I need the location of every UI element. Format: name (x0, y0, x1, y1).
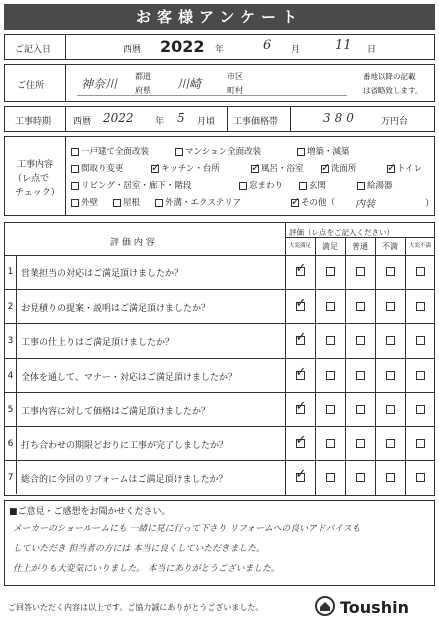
price-label: 工事価格帯 (233, 117, 279, 127)
eval-row (5, 323, 434, 357)
work-option-label: 窓まわり (249, 181, 284, 191)
work-option[interactable] (71, 145, 149, 157)
form-title: お客様アンケート (4, 4, 435, 30)
date-row (4, 34, 435, 60)
date-year-unit: 年 (215, 45, 225, 55)
rating-checkbox[interactable] (416, 336, 425, 345)
work-option-label: 屋根 (123, 198, 141, 208)
work-label-2: （レ点で (13, 174, 50, 184)
opinion-line-3: 仕上がりも大変気にいりました。 本当にありがとうございました。 (13, 564, 280, 574)
work-option-label: 外壁 (81, 198, 99, 208)
opinion-box (4, 500, 435, 586)
brand-logo-icon (315, 596, 335, 616)
rating-checkbox[interactable] (296, 336, 305, 345)
rating-checkbox[interactable] (356, 371, 365, 380)
work-option[interactable] (71, 162, 124, 174)
address-pref-a: 都道 (135, 72, 151, 81)
opinion-line-2: していただき 担当者の方には 本当に良くしていただきました。 (13, 544, 265, 554)
checkbox-icon[interactable] (113, 199, 121, 207)
work-option[interactable] (357, 179, 393, 191)
period-month-unit: 月頃 (197, 117, 216, 127)
opinion-label: ■ご意見・ご感想をお聞かせください。 (9, 507, 171, 517)
checkbox-icon[interactable] (71, 165, 79, 173)
date-label: ご記入日 (15, 45, 52, 55)
work-option-label: キッチン・台所 (161, 164, 220, 174)
question-number: 1 (5, 255, 17, 289)
period-year: 2022 (103, 111, 134, 125)
checkbox-icon[interactable] (297, 148, 305, 156)
work-option-label: 増築・減築 (307, 147, 350, 157)
eval-row (5, 358, 434, 392)
work-option[interactable] (299, 179, 326, 191)
eval-header-left: 評 価 内 容 (110, 238, 155, 248)
rating-checkbox[interactable] (326, 439, 335, 448)
rating-checkbox[interactable] (386, 473, 395, 482)
rating-checkbox[interactable] (386, 371, 395, 380)
rating-checkbox[interactable] (416, 371, 425, 380)
address-note-1: 番地以降の記載 (363, 72, 416, 81)
checkbox-icon[interactable] (387, 165, 395, 173)
work-other-close: ） (425, 199, 435, 209)
question-number: 4 (5, 359, 17, 392)
date-month-unit: 月 (291, 45, 301, 55)
work-option-label: 間取り変更 (81, 164, 124, 174)
work-option[interactable] (151, 162, 220, 174)
brand-name: Toushin (340, 598, 409, 617)
rating-checkbox[interactable] (326, 302, 335, 311)
opinion-line-1: メーカーのショールームにも 一緒に見に行って下さり リフォームへの良いアドバイスも (13, 524, 361, 534)
date-year: 2022 (160, 37, 205, 56)
work-option-label: リビング・居室・廊下・階段 (81, 181, 192, 191)
rating-checkbox[interactable] (356, 473, 365, 482)
address-label: ご住所 (17, 81, 45, 91)
date-era: 西暦 (123, 45, 142, 55)
eval-column-header: 大変満足 (288, 243, 311, 249)
checkbox-icon[interactable] (321, 165, 329, 173)
work-option[interactable] (291, 196, 335, 208)
rating-checkbox[interactable] (296, 473, 305, 482)
eval-header-right: 評価（レ点をご記入ください） (289, 228, 394, 237)
checkbox-icon[interactable] (251, 165, 259, 173)
checkbox-icon[interactable] (151, 165, 159, 173)
price-unit: 万円台 (381, 117, 409, 127)
rating-checkbox[interactable] (326, 473, 335, 482)
work-option[interactable] (113, 196, 140, 208)
rating-checkbox[interactable] (296, 267, 305, 276)
eval-table (4, 222, 435, 496)
eval-row (5, 426, 434, 460)
address-row (4, 64, 435, 102)
address-pref: 神奈川 (81, 77, 118, 91)
question-number: 5 (5, 393, 17, 426)
price-value: 380 (323, 111, 358, 125)
checkbox-icon[interactable] (71, 199, 79, 207)
work-option[interactable] (321, 162, 357, 174)
work-option[interactable] (71, 196, 98, 208)
question-text: 工事内容に対して価格はご満足頂けましたか？ (21, 406, 211, 417)
address-ku: 市区 (227, 72, 243, 81)
rating-checkbox[interactable] (416, 302, 425, 311)
eval-column-header: 普通 (352, 242, 368, 251)
rating-checkbox[interactable] (356, 405, 365, 414)
question-text: 営業担当の対応はご満足頂けましたか？ (21, 269, 184, 280)
address-note-2: は省略致します。 (363, 86, 423, 95)
question-text: お見積りの提案・説明はご満足頂けましたか？ (21, 304, 211, 315)
rating-checkbox[interactable] (386, 336, 395, 345)
address-city: 川崎 (177, 77, 202, 91)
checkbox-icon[interactable] (155, 199, 163, 207)
date-day: 11 (335, 38, 352, 53)
rating-checkbox[interactable] (326, 405, 335, 414)
work-option-label: 洗面所 (331, 164, 357, 174)
work-option[interactable] (387, 162, 422, 174)
work-option-label: 外溝・エクステリア (165, 198, 242, 208)
rating-checkbox[interactable] (296, 405, 305, 414)
rating-checkbox[interactable] (416, 473, 425, 482)
eval-column-header: 大変不満 (408, 243, 431, 249)
checkbox-icon[interactable] (357, 182, 365, 190)
eval-row (5, 460, 434, 494)
work-option[interactable] (251, 162, 304, 174)
question-text: 打ち合わせの期限どおりに工事が完了しましたか？ (21, 441, 229, 452)
eval-column-header: 満足 (322, 242, 338, 251)
checkbox-icon[interactable] (71, 148, 79, 156)
rating-checkbox[interactable] (326, 336, 335, 345)
rating-checkbox[interactable] (416, 267, 425, 276)
work-label-3: チェック） (15, 188, 60, 198)
work-option-label: 玄関 (309, 181, 327, 191)
address-town: 町村 (227, 86, 243, 95)
eval-row (5, 255, 434, 289)
rating-checkbox[interactable] (296, 371, 305, 380)
work-other-text: 内装 (355, 199, 375, 210)
question-text: 総合的に今回のリフォームはご満足頂けましたか？ (21, 475, 228, 486)
rating-checkbox[interactable] (416, 405, 425, 414)
eval-column-header: 不満 (382, 242, 398, 251)
work-option-label: 風呂・浴室 (261, 164, 304, 174)
work-option-label: その他（ (301, 198, 336, 208)
eval-row (5, 392, 434, 426)
rating-checkbox[interactable] (356, 267, 365, 276)
checkbox-icon[interactable] (299, 182, 307, 190)
work-option[interactable] (175, 145, 261, 157)
question-number: 2 (5, 290, 17, 323)
period-label: 工事時期 (15, 117, 52, 127)
rating-checkbox[interactable] (296, 439, 305, 448)
work-option-label: トイレ (397, 164, 423, 174)
address-pref-b: 府県 (135, 86, 151, 95)
question-number: 6 (5, 427, 17, 460)
rating-checkbox[interactable] (386, 405, 395, 414)
work-option-label: マンション全面改装 (185, 147, 262, 157)
question-text: 全体を通して、マナー・対応はご満足頂けましたか？ (21, 372, 237, 383)
rating-checkbox[interactable] (326, 371, 335, 380)
footer-thanks: ご回答いただく内容は以上です。ご協力誠にありがとうございました。 (8, 603, 264, 612)
work-option[interactable] (155, 196, 241, 208)
eval-row (5, 289, 434, 323)
rating-checkbox[interactable] (296, 302, 305, 311)
rating-checkbox[interactable] (386, 302, 395, 311)
rating-checkbox[interactable] (356, 302, 365, 311)
work-option[interactable] (239, 179, 283, 191)
rating-checkbox[interactable] (356, 439, 365, 448)
work-option-label: 給湯器 (367, 181, 393, 191)
question-text: 工事の仕上りはご満足頂けましたか？ (21, 338, 175, 349)
period-era: 西暦 (73, 117, 92, 127)
rating-checkbox[interactable] (386, 439, 395, 448)
work-option-label: 一戸建て全面改装 (81, 147, 150, 157)
work-section (4, 136, 435, 216)
checkbox-icon[interactable] (239, 182, 247, 190)
date-day-unit: 日 (367, 45, 377, 55)
period-year-unit: 年 (155, 117, 165, 127)
rating-checkbox[interactable] (416, 439, 425, 448)
checkbox-icon[interactable] (175, 148, 183, 156)
period-row (4, 106, 435, 132)
work-option[interactable] (297, 145, 350, 157)
period-month: 5 (177, 111, 185, 125)
date-month: 6 (263, 38, 272, 53)
work-label-1: 工事内容 (17, 160, 54, 170)
checkbox-icon[interactable] (291, 199, 299, 207)
work-option[interactable] (71, 179, 191, 191)
checkbox-icon[interactable] (71, 182, 79, 190)
rating-checkbox[interactable] (326, 267, 335, 276)
rating-checkbox[interactable] (356, 336, 365, 345)
question-number: 7 (5, 461, 17, 494)
question-number: 3 (5, 324, 17, 357)
rating-checkbox[interactable] (386, 267, 395, 276)
